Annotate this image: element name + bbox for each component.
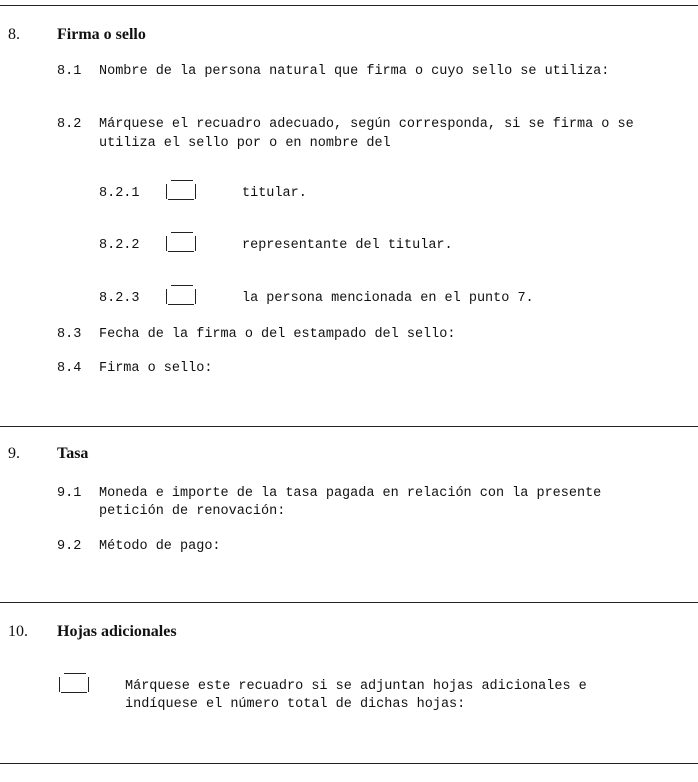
section-8-number: 8. — [8, 26, 20, 43]
section-9-title: Tasa — [57, 445, 89, 462]
item-9-2-text: Método de pago: — [99, 539, 221, 554]
section-8-title: Firma o sello — [57, 26, 146, 43]
section-divider — [0, 602, 698, 603]
item-8-2-number: 8.2 — [57, 117, 82, 132]
item-9-1-line1: Moneda e importe de la tasa pagada en relación con la presente — [99, 486, 602, 501]
option-8-2-1-checkbox[interactable] — [164, 180, 198, 200]
item-9-2-number: 9.2 — [57, 539, 82, 554]
option-8-2-1-number: 8.2.1 — [99, 186, 140, 201]
item-9-1-number: 9.1 — [57, 486, 82, 501]
additional-sheets-checkbox[interactable] — [57, 673, 91, 693]
additional-sheets-line2: indíquese el número total de dichas hojas: — [125, 697, 466, 712]
item-9-1-line2: petición de renovación: — [99, 504, 286, 519]
section-divider — [0, 5, 698, 6]
option-8-2-3-label: la persona mencionada en el punto 7. — [242, 291, 534, 306]
section-9-number: 9. — [8, 445, 20, 462]
section-divider — [0, 426, 698, 427]
option-8-2-2-label: representante del titular. — [242, 238, 453, 253]
section-divider — [0, 763, 698, 764]
item-8-3-text: Fecha de la firma o del estampado del sello: — [99, 327, 456, 342]
item-8-2-line1: Márquese el recuadro adecuado, según corresponda, si se firma o se — [99, 117, 634, 132]
option-8-2-3-number: 8.2.3 — [99, 291, 140, 306]
additional-sheets-line1: Márquese este recuadro si se adjuntan hojas adicionales e — [125, 679, 587, 694]
item-8-1-text: Nombre de la persona natural que firma o cuyo sello se utiliza: — [99, 64, 610, 79]
item-8-4-text: Firma o sello: — [99, 361, 213, 376]
option-8-2-2-checkbox[interactable] — [164, 232, 198, 252]
option-8-2-1-label: titular. — [242, 186, 307, 201]
item-8-2-line2: utiliza el sello por o en nombre del — [99, 136, 391, 151]
option-8-2-2-number: 8.2.2 — [99, 238, 140, 253]
item-8-4-number: 8.4 — [57, 361, 82, 376]
option-8-2-3-checkbox[interactable] — [164, 285, 198, 305]
item-8-1-number: 8.1 — [57, 64, 82, 79]
section-10-title: Hojas adicionales — [57, 623, 177, 640]
section-10-number: 10. — [8, 623, 28, 640]
item-8-3-number: 8.3 — [57, 327, 82, 342]
